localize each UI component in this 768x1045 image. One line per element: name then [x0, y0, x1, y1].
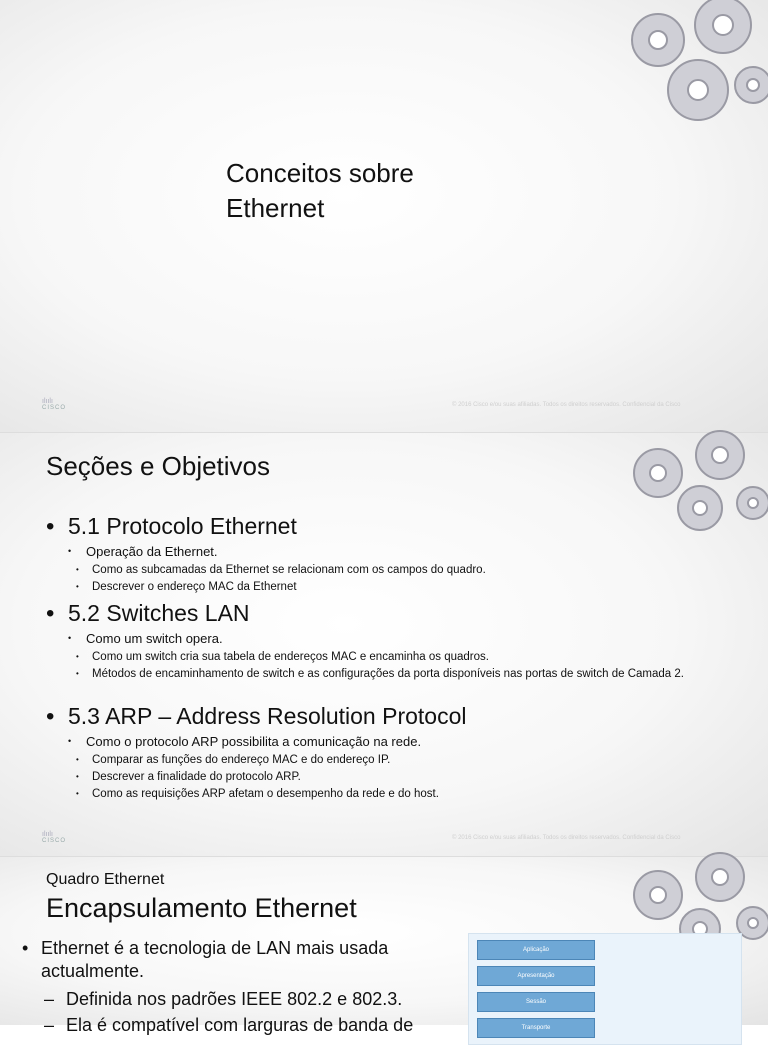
copyright-text: © 2016 Cisco e/ou suas afiliadas. Todos os direitos reservados. Confidencial da Cisco	[452, 402, 681, 408]
title-line-1: Conceitos sobre	[226, 158, 414, 188]
list-item: • Descrever o endereço MAC da Ethernet	[46, 580, 726, 594]
list-item: • Como as subcamadas da Ethernet se relacionam com os campos do quadro.	[46, 563, 726, 577]
osi-model-diagram	[468, 933, 742, 1045]
title-line-2: Ethernet	[226, 193, 325, 223]
cisco-bars-icon: ılıılı	[42, 398, 53, 405]
cisco-logo	[42, 831, 66, 844]
section-heading: • 5.2 Switches LAN	[46, 600, 726, 627]
section-heading: • 5.3 ARP – Address Resolution Protocol	[46, 703, 726, 730]
cisco-logo	[42, 398, 66, 411]
dash-item: – Definida nos padrões IEEE 802.2 e 802.3.	[44, 989, 466, 1010]
osi-layer: Transporte	[477, 1018, 595, 1038]
list-item: • Comparar as funções do endereço MAC e do endereço IP.	[46, 753, 726, 767]
section-5-3	[46, 703, 726, 804]
bullet-item: • Ethernet é a tecnologia de LAN mais usada actualmente.	[22, 937, 461, 983]
cisco-wordmark: CISCO	[42, 838, 67, 844]
cisco-wordmark: CISCO	[42, 405, 67, 411]
osi-layer: Aplicação	[477, 940, 595, 960]
osi-layer: Apresentação	[477, 966, 595, 986]
list-item: • Como um switch cria sua tabela de endereços MAC e encaminha os quadros.	[46, 650, 726, 664]
slide-title	[0, 0, 768, 432]
slide-subtitle: Quadro Ethernet	[46, 871, 165, 888]
section-sub: • Como o protocolo ARP possibilita a comunicação na rede.	[46, 734, 726, 749]
section-sub: • Como um switch opera.	[46, 631, 726, 646]
dash-item: – Ela é compatível com larguras de banda de	[44, 1015, 466, 1036]
slide-title-text	[226, 156, 526, 226]
slide-objectives	[0, 432, 768, 857]
section-5-2	[46, 600, 726, 684]
section-sub: • Operação da Ethernet.	[46, 544, 726, 559]
slide-heading: Seções e Objetivos	[46, 451, 271, 481]
list-item: • Como as requisições ARP afetam o desempenho da rede e do host.	[46, 787, 726, 801]
list-item: • Descrever a finalidade do protocolo ARP.	[46, 770, 726, 784]
section-heading: • 5.1 Protocolo Ethernet	[46, 513, 726, 540]
osi-layer: Sessão	[477, 992, 595, 1012]
copyright-text: © 2016 Cisco e/ou suas afiliadas. Todos os direitos reservados. Confidencial da Cisco	[452, 835, 681, 841]
list-item: • Métodos de encaminhamento de switch e as configurações da porta disponíveis nas portas de switch de Camada 2.	[46, 667, 726, 681]
section-5-1	[46, 513, 726, 597]
slide-ethernet-encapsulation	[0, 856, 768, 1035]
cisco-bars-icon: ılıılı	[42, 831, 53, 838]
gears-graphic	[628, 0, 768, 130]
slide-heading: Encapsulamento Ethernet	[46, 893, 357, 923]
